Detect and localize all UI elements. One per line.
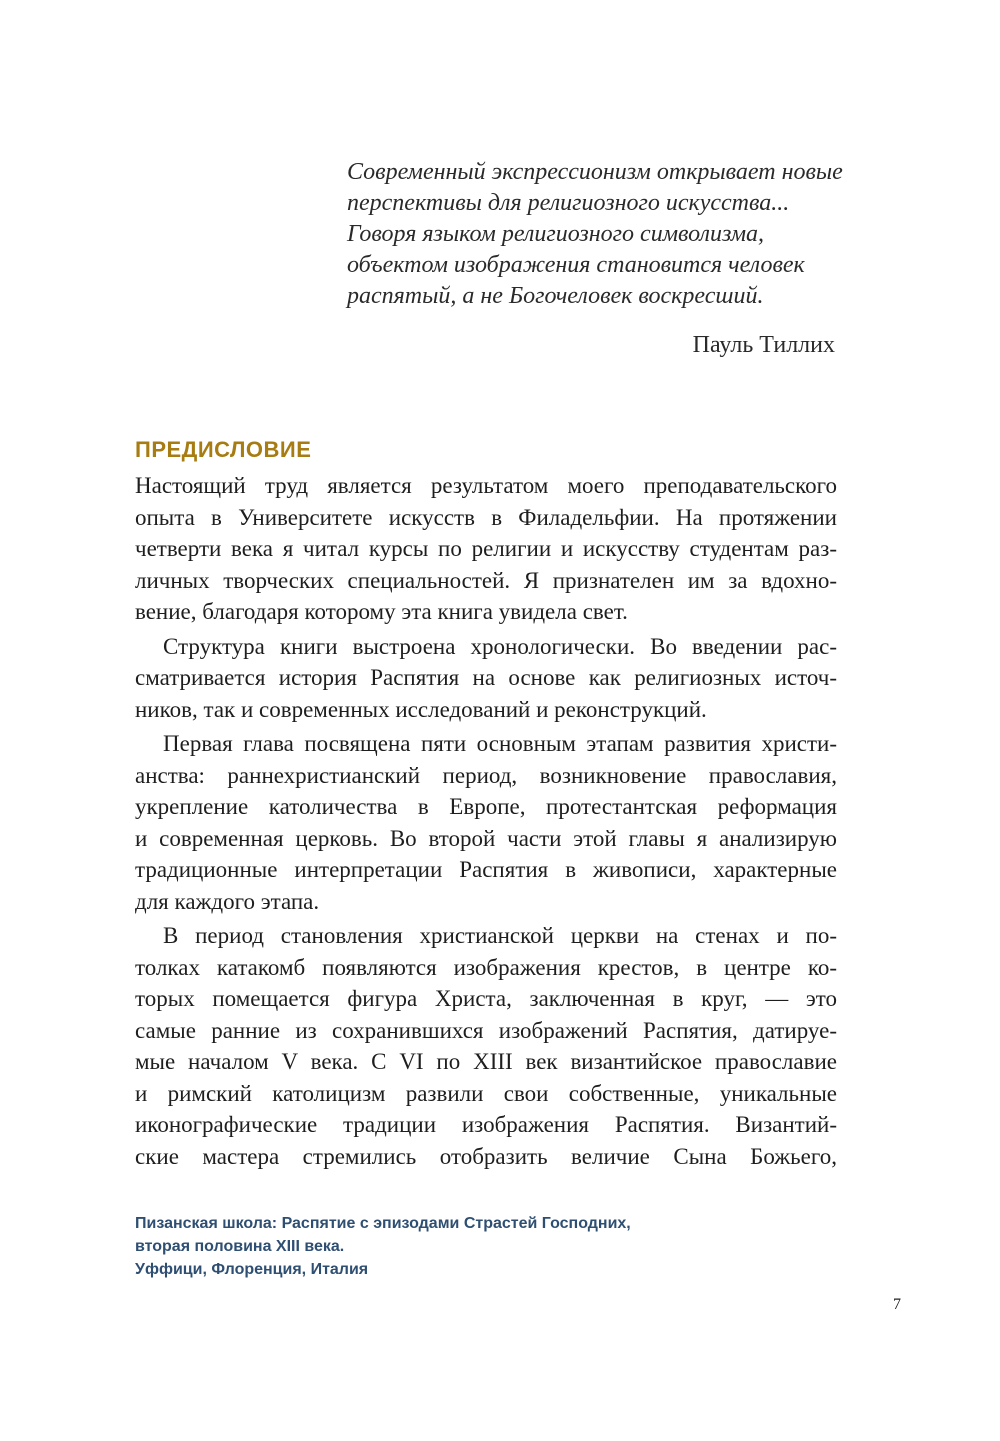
text-line: ские мастера стремились отобразить величие Сына Божьего,	[135, 1143, 837, 1169]
epigraph-line: Современный экспрессионизм открывает новые	[347, 159, 843, 185]
paragraph	[135, 920, 837, 1172]
page-number: 7	[893, 1296, 901, 1313]
section-title: ПРЕДИСЛОВИЕ	[135, 437, 312, 462]
paragraph	[135, 728, 837, 917]
paragraph	[135, 470, 837, 628]
text-line: Настоящий труд является результатом моего преподавательского	[135, 473, 837, 498]
text-line: иконографические традиции изображения Распятия. Византий-	[135, 1112, 837, 1137]
epigraph-line: объектом изображения становится человек	[347, 252, 805, 278]
text-line: самые ранние из сохранившихся изображений Распятия, датируе-	[135, 1017, 837, 1043]
text-line: вение, благодаря которому эта книга увидела свет.	[135, 599, 628, 624]
text-line: для каждого этапа.	[135, 888, 320, 914]
text-line: сматривается история Распятия на основе как религиозных источ-	[135, 665, 837, 690]
epigraph-line: Говоря языком религиозного символизма,	[347, 221, 765, 247]
text-line: и современная церковь. Во второй части этой главы я анализирую	[135, 825, 837, 851]
body-text	[135, 470, 837, 1172]
caption-line: вторая половина XIII века.	[135, 1238, 345, 1255]
caption-line: Уффици, Флоренция, Италия	[135, 1261, 369, 1278]
paragraph	[135, 631, 837, 726]
caption-line: Пизанская школа: Распятие с эпизодами Страстей Господних,	[135, 1215, 631, 1232]
text-line: В период становления христианской церкви на стенах и по-	[163, 923, 837, 948]
text-line: мые началом V века. С VI по XIII век византийское православие	[135, 1049, 837, 1074]
text-line: традиционные интерпретации Распятия в живописи, характерные	[135, 857, 837, 882]
text-line: опыта в Университете искусств в Филадельфии. На протяжении	[135, 504, 837, 530]
epigraph	[347, 157, 847, 312]
text-line: торых помещается фигура Христа, заключенная в круг, — это	[135, 986, 837, 1011]
text-line: укрепление католичества в Европе, протестантская реформация	[135, 794, 837, 819]
text-line: Структура книги выстроена хронологически. Во введении рас-	[163, 633, 837, 659]
text-line: личных творческих специальностей. Я признателен им за вдохно-	[135, 567, 837, 593]
text-line: анства: раннехристианский период, возникновение православия,	[135, 762, 837, 788]
text-line: толках катакомб появляются изображения крестов, в центре ко-	[135, 954, 837, 980]
text-line: четверти века я читал курсы по религии и искусству студентам раз-	[135, 536, 837, 561]
image-caption	[135, 1212, 735, 1281]
epigraph-author: Пауль Тиллих	[692, 332, 835, 358]
text-line: Первая глава посвящена пяти основным этапам развития христи-	[163, 731, 837, 756]
epigraph-line: распятый, а не Богочеловек воскресший.	[347, 283, 764, 309]
epigraph-line: перспективы для религиозного искусства...	[347, 190, 790, 216]
text-line: и римский католицизм развили свои собственные, уникальные	[135, 1080, 837, 1106]
text-line: ников, так и современных исследований и реконструкций.	[135, 696, 707, 722]
